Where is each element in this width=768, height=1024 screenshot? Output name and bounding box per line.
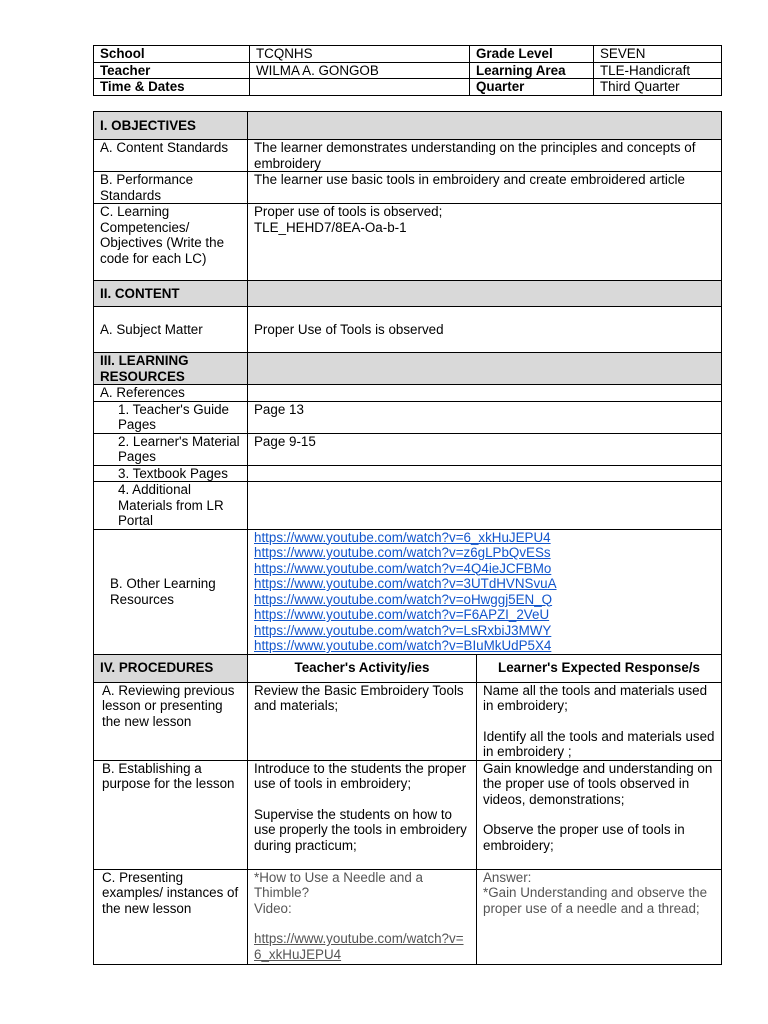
time-dates-value xyxy=(250,79,470,96)
content-standards-value: The learner demonstrates understanding on the principles and concepts of embroidery xyxy=(248,140,722,172)
lesson-plan-table xyxy=(93,111,722,965)
subject-matter-label: A. Subject Matter xyxy=(94,307,248,353)
objectives-heading: I. OBJECTIVES xyxy=(94,112,248,140)
learner-response-text: Answer: xyxy=(483,869,532,885)
resource-link[interactable]: https://www.youtube.com/watch?v=6_xkHuJEPU4 xyxy=(254,529,551,545)
examples-learner-response xyxy=(477,869,722,964)
references-label: A. References xyxy=(94,385,248,402)
learning-area-value: TLE-Handicraft xyxy=(594,62,722,79)
learning-area-label: Learning Area xyxy=(470,62,594,79)
teacher-activity-text: Video: xyxy=(254,900,292,916)
reviewing-learner-response xyxy=(477,682,722,760)
learner-response-text: *Gain Understanding and observe the proper use of a needle and a thread; xyxy=(483,885,708,916)
additional-materials-value xyxy=(248,482,722,530)
content-heading: II. CONTENT xyxy=(94,281,248,307)
objectives-heading-fill xyxy=(248,112,722,140)
learner-response-text: Gain knowledge and understanding on the proper use of tools observed in videos, demonstrations; xyxy=(483,760,713,807)
resource-link[interactable]: https://www.youtube.com/watch?v=oHwggj5EN_Q xyxy=(254,591,553,607)
header-table xyxy=(93,45,722,96)
teacher-label: Teacher xyxy=(94,62,250,79)
references-value xyxy=(248,385,722,402)
competency-text: Proper use of tools is observed; xyxy=(254,204,443,219)
textbook-pages-value xyxy=(248,465,722,482)
resource-link[interactable]: https://www.youtube.com/watch?v=3UTdHVNSvuA xyxy=(254,576,557,591)
reviewing-teacher-activity: Review the Basic Embroidery Tools and materials; xyxy=(248,682,477,760)
performance-standards-value: The learner use basic tools in embroidery and create embroidered article xyxy=(248,172,722,204)
resource-link[interactable]: https://www.youtube.com/watch?v=F6APZI_2VeU xyxy=(254,607,550,622)
school-label: School xyxy=(94,46,250,63)
teachers-guide-label: 1. Teacher's Guide Pages xyxy=(94,401,248,433)
other-resources-label: B. Other Learning Resources xyxy=(94,529,248,654)
teacher-value: WILMA A. GONGOB xyxy=(250,62,470,79)
purpose-learner-response xyxy=(477,760,722,869)
textbook-pages-label: 3. Textbook Pages xyxy=(94,465,248,482)
grade-level-label: Grade Level xyxy=(470,46,594,63)
resource-link[interactable]: https://www.youtube.com/watch?v=LsRxbiJ3MWY xyxy=(254,622,552,638)
learning-resources-heading: III. LEARNING RESOURCES xyxy=(94,353,248,385)
learner-response-text: Name all the tools and materials used in embroidery; xyxy=(483,682,708,713)
teacher-activity-text: Introduce to the students the proper use of tools in embroidery; xyxy=(254,760,467,791)
teacher-activity-header: Teacher's Activity/ies xyxy=(248,654,477,682)
resource-link[interactable]: https://www.youtube.com/watch?v=z6gLPbQvESs xyxy=(254,545,551,560)
school-value: TCQNHS xyxy=(250,46,470,63)
resource-link[interactable]: https://www.youtube.com/watch?v=4Q4ieJCFBMo xyxy=(254,560,552,576)
grade-level-value: SEVEN xyxy=(594,46,722,63)
competency-code: TLE_HEHD7/8EA-Oa-b-1 xyxy=(254,219,407,235)
additional-materials-label: 4. Additional Materials from LR Portal xyxy=(94,482,248,530)
content-standards-label: A. Content Standards xyxy=(94,140,248,172)
teacher-activity-text: *How to Use a Needle and a Thimble? xyxy=(254,869,423,900)
learners-material-label: 2. Learner's Material Pages xyxy=(94,433,248,465)
content-heading-fill xyxy=(248,281,722,307)
learning-resources-heading-fill xyxy=(248,353,722,385)
video-link[interactable]: https://www.youtube.com/watch?v=6_xkHuJEPU4 xyxy=(254,931,464,962)
establishing-purpose-label: B. Establishing a purpose for the lesson xyxy=(94,760,248,869)
learning-competencies-value xyxy=(248,204,722,281)
teacher-activity-text: Supervise the students on how to use properly the tools in embroidery during practicum; xyxy=(254,806,467,853)
learning-competencies-label: C. Learning Competencies/ Objectives (Write the code for each LC) xyxy=(94,204,248,281)
time-dates-label: Time & Dates xyxy=(94,79,250,96)
other-resources-links xyxy=(248,529,722,654)
resource-link[interactable]: https://www.youtube.com/watch?v=BIuMkUdP5X4 xyxy=(254,638,552,653)
reviewing-lesson-label: A. Reviewing previous lesson or presenting the new lesson xyxy=(94,682,248,760)
learner-response-header: Learner's Expected Response/s xyxy=(477,654,722,682)
procedures-heading: IV. PROCEDURES xyxy=(94,654,248,682)
quarter-value: Third Quarter xyxy=(594,79,722,96)
examples-teacher-activity xyxy=(248,869,477,964)
teachers-guide-value: Page 13 xyxy=(248,401,722,433)
quarter-label: Quarter xyxy=(470,79,594,96)
subject-matter-value: Proper Use of Tools is observed xyxy=(248,307,722,353)
presenting-examples-label: C. Presenting examples/ instances of the new lesson xyxy=(94,869,248,964)
learners-material-value: Page 9-15 xyxy=(248,433,722,465)
performance-standards-label: B. Performance Standards xyxy=(94,172,248,204)
learner-response-text: Identify all the tools and materials used in embroidery ; xyxy=(483,728,715,759)
learner-response-text: Observe the proper use of tools in embroidery; xyxy=(483,822,685,853)
purpose-teacher-activity xyxy=(248,760,477,869)
